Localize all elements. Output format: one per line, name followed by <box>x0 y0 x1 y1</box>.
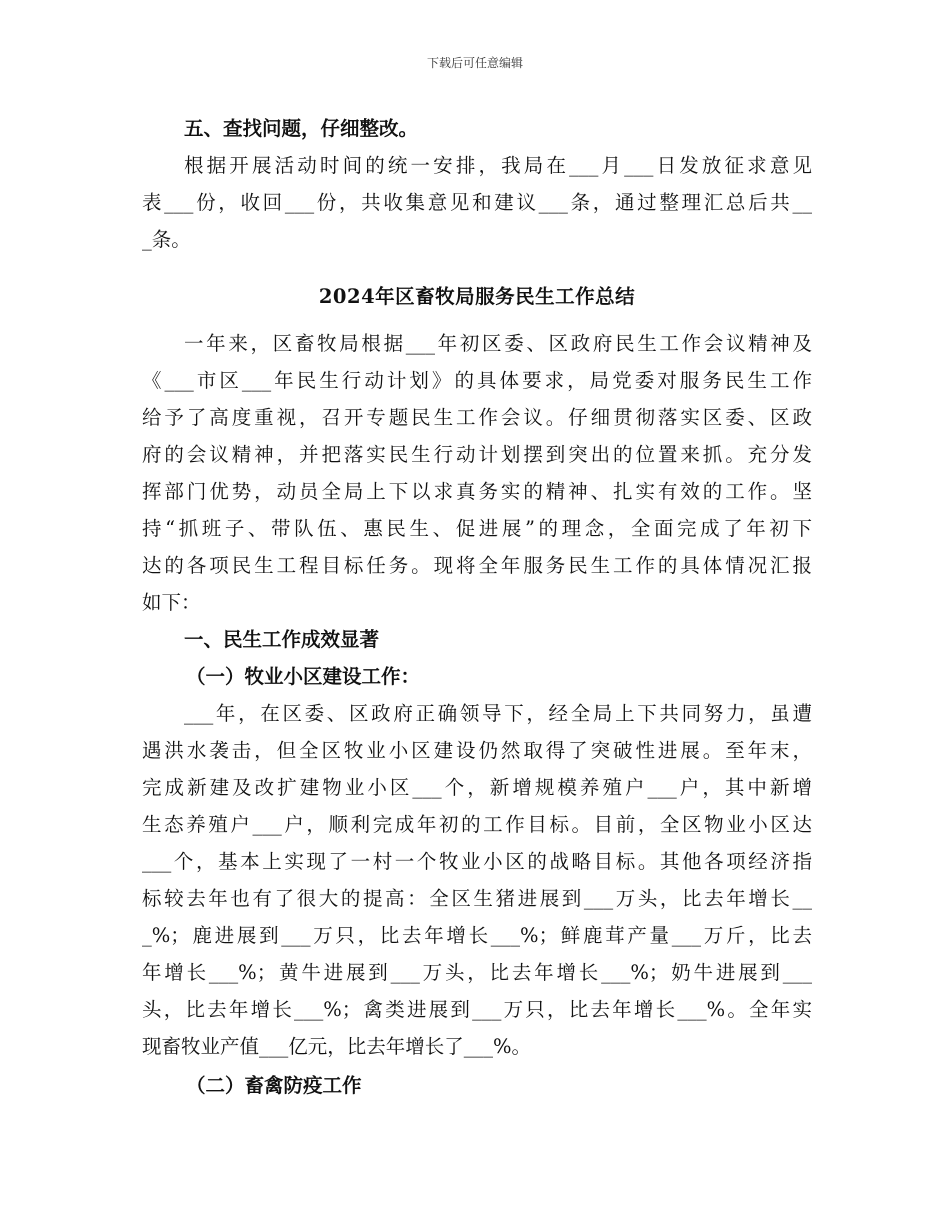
subsection1-heading: （一）牧业小区建设工作： <box>186 665 421 688</box>
paragraph-line: 完成新建及改扩建物业小区___个，新增规模养殖户___户，其中新增 <box>142 776 812 799</box>
paragraph-line: 一年来，区畜牧局根据___年初区委、区政府民生工作会议精神及 <box>184 332 812 355</box>
paragraph-line: 头，比去年增长___%；禽类进展到___万只，比去年增长___%。全年实 <box>142 998 812 1021</box>
paragraph-line: 挥部门优势，动员全局上下以求真务实的精神、扎实有效的工作。坚 <box>142 480 812 503</box>
document-body <box>142 110 812 1104</box>
paragraph-line: 如下： <box>142 591 201 614</box>
paragraph-line: 生态养殖户___户，顺利完成年初的工作目标。目前，全区物业小区达 <box>142 813 812 836</box>
paragraph-line: 《___市区___年民生行动计划》的具体要求，局党委对服务民生工作 <box>142 369 812 392</box>
paragraph-line: 年增长___%；黄牛进展到___万头，比去年增长___%；奶牛进展到___ <box>142 961 812 984</box>
paragraph-line: _%；鹿进展到___万只，比去年增长___%；鲜鹿茸产量___万斤，比去 <box>142 924 812 947</box>
paragraph-line: 府的会议精神，并把落实民生行动计划摆到突出的位置来抓。充分发 <box>142 443 812 466</box>
paragraph-line: 遇洪水袭击，但全区牧业小区建设仍然取得了突破性进展。至年末， <box>142 739 812 762</box>
paragraph-line: 表___份，收回___份，共收集意见和建议___条，通过整理汇总后共__ <box>142 191 812 214</box>
section1-heading: 一、民生工作成效显著 <box>184 628 380 651</box>
section5-heading: 五、查找问题，仔细整改。 <box>184 117 419 140</box>
paragraph-line: _条。 <box>142 228 191 251</box>
page-header-note: 下载后可任意编辑 <box>426 56 523 70</box>
paragraph-line: 标较去年也有了很大的提高：全区生猪进展到___万头，比去年增长__ <box>142 887 812 910</box>
paragraph-line: 现畜牧业产值___亿元，比去年增长了___%。 <box>142 1035 532 1058</box>
paragraph-line: ___年，在区委、区政府正确领导下，经全局上下共同努力，虽遭 <box>184 702 812 725</box>
subsection2-heading: （二）畜禽防疫工作 <box>186 1074 362 1097</box>
paragraph-line: 根据开展活动时间的统一安排，我局在___月___日发放征求意见 <box>184 154 812 177</box>
paragraph-line: 达的各项民生工程目标任务。现将全年服务民生工作的具体情况汇报 <box>142 554 812 577</box>
document-title: 2024年区畜牧局服务民生工作总结 <box>318 285 636 308</box>
paragraph-line: 给予了高度重视，召开专题民生工作会议。仔细贯彻落实区委、区政 <box>142 406 812 429</box>
paragraph-line: 持“抓班子、带队伍、惠民生、促进展”的理念，全面完成了年初下 <box>142 517 812 540</box>
paragraph-line: ___个，基本上实现了一村一个牧业小区的战略目标。其他各项经济指 <box>142 850 812 873</box>
